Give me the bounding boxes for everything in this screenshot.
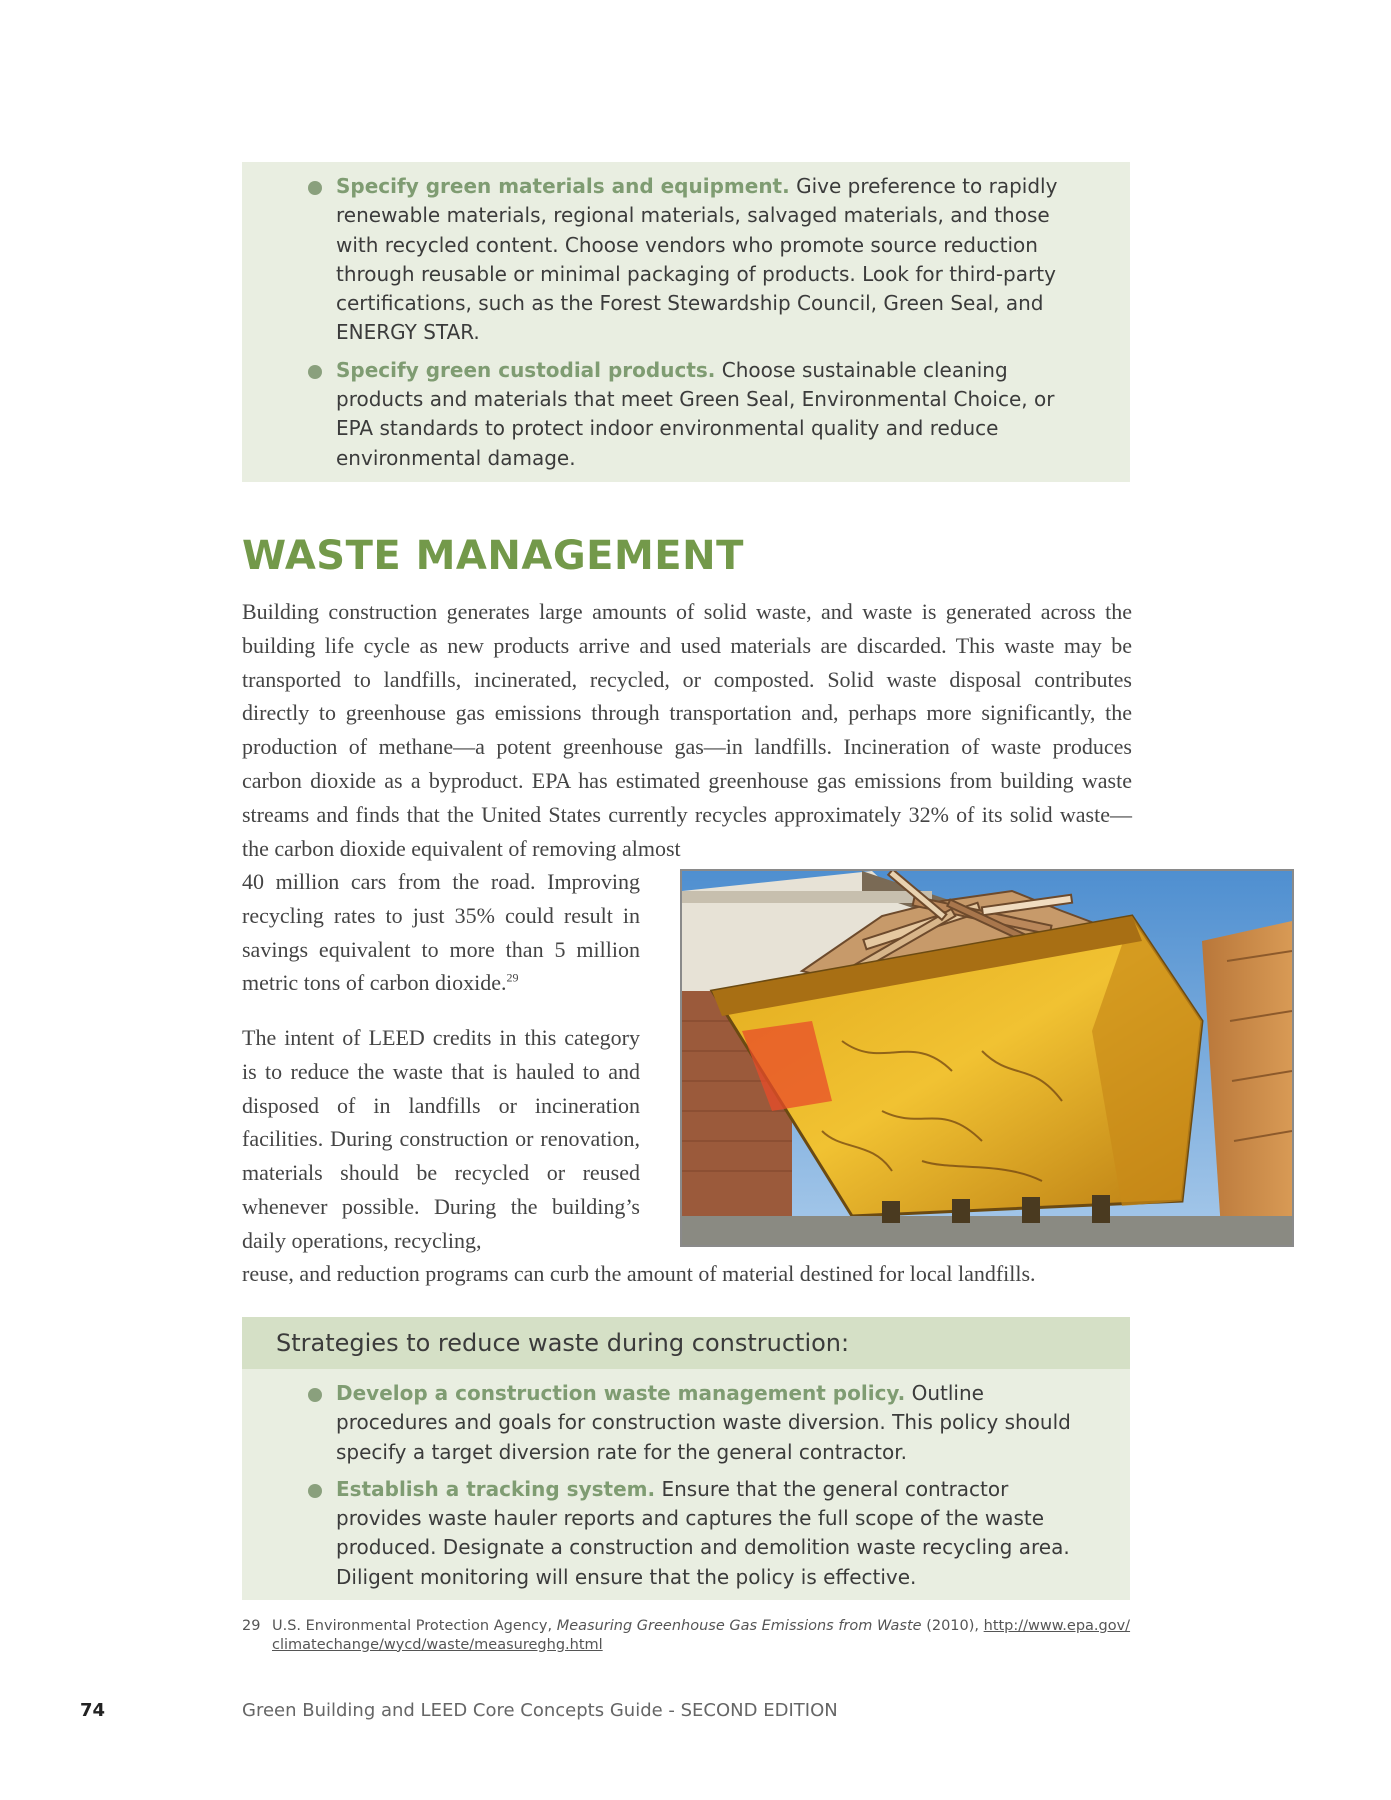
bullet-text: Give preference to rapidly renewable materials, regional materials, salvaged materials, and those with recycled content. Choose vendors who promote source reduction through reusable or minimal packaging of products. Look for third-party certifications, such as the Forest Stewardship Council, Green Seal, and ENERGY STAR. xyxy=(336,174,1058,345)
paragraph-text: 40 million cars from the road. Improving recycling rates to just 35% could result in savings equivalent to more than 5 million metric tons of carbon dioxide. xyxy=(242,869,640,996)
dumpster-photo xyxy=(680,869,1294,1247)
footnote-text xyxy=(272,1617,1142,1654)
bullet-text: Choose sustainable cleaning products and materials that meet Green Seal, Environmental Choice, or EPA standards to protect indoor environmental quality and reduce environmental damage. xyxy=(336,357,1055,470)
bullet-text: Ensure that the general contractor provides waste hauler reports and captures the full scope of the waste produced. Designate a construction and demolition waste recycling area. Diligent monitoring will ensure that the policy is effective. xyxy=(336,1476,1070,1589)
footnote-year: (2010), xyxy=(926,1618,980,1634)
footnote-url-part2[interactable]: climatechange/wycd/waste/measureghg.html xyxy=(272,1636,603,1653)
footnote-title: Measuring Greenhouse Gas Emissions from Waste xyxy=(556,1618,922,1634)
bullet-green-materials xyxy=(302,172,1090,348)
bullet-tracking-system xyxy=(302,1475,1090,1592)
body-paragraph-1-continued xyxy=(242,865,640,1000)
bullet-dot-icon xyxy=(308,1388,322,1402)
bullet-lead: Specify green materials and equipment. xyxy=(336,174,790,198)
strategies-box xyxy=(242,1317,1130,1600)
footnote-url-part1[interactable]: http://www.epa.gov/ xyxy=(983,1618,1131,1634)
bullet-dot-icon xyxy=(308,181,322,195)
footnote xyxy=(242,1617,1142,1654)
section-heading: WASTE MANAGEMENT xyxy=(242,533,744,579)
bullet-lead: Specify green custodial products. xyxy=(336,357,716,382)
bullet-text: Outline procedures and goals for construction waste diversion. This policy should specify a target diversion rate for the general contractor. xyxy=(336,1381,1071,1464)
footnote-number: 29 xyxy=(242,1618,261,1634)
bullet-waste-policy xyxy=(302,1379,1090,1467)
bullet-lead: Develop a construction waste management policy. xyxy=(336,1381,906,1405)
running-title: Green Building and LEED Core Concepts Guide - SECOND EDITION xyxy=(242,1700,838,1721)
footnote-reference[interactable]: 29 xyxy=(506,971,519,986)
bullet-lead: Establish a tracking system. xyxy=(336,1476,656,1501)
bullet-custodial-products xyxy=(302,356,1090,473)
body-paragraph-2-end: reuse, and reduction programs can curb the amount of material destined for local landfills. xyxy=(242,1261,1036,1286)
bullet-dot-icon xyxy=(308,1484,322,1498)
strategies-list xyxy=(242,1369,1130,1592)
body-paragraph-1: Building construction generates large amounts of solid waste, and waste is generated across the building life cycle as new products arrive and used materials are discarded. This waste may be transported to landfills, incinerated, recycled, or composted. Solid waste disposal contributes directly to greenhouse gas emissions through transportation and, perhaps more significantly, the production of methane—a potent greenhouse gas—in landfills. Incineration of waste produces carbon dioxide as a byproduct. EPA has estimated greenhouse gas emissions from building waste streams and finds that the United States currently recycles approximately 32% of its solid waste—the carbon dioxide equivalent of removing almost xyxy=(242,599,1132,861)
bullet-dot-icon xyxy=(308,365,322,379)
sidebar-box-green-materials xyxy=(242,162,1130,482)
footnote-prefix: U.S. Environmental Protection Agency, xyxy=(272,1618,553,1634)
dumpster-illustration xyxy=(682,871,1292,1245)
strategies-title: Strategies to reduce waste during construction: xyxy=(242,1317,1130,1369)
page-number: 74 xyxy=(80,1700,106,1721)
body-paragraph-2: The intent of LEED credits in this category is to reduce the waste that is hauled to and disposed of in landfills or incineration facilities. During construction or renovation, materials should be recycled or reused whenever possible. During the building’s daily operations, recycling, xyxy=(242,1025,640,1253)
